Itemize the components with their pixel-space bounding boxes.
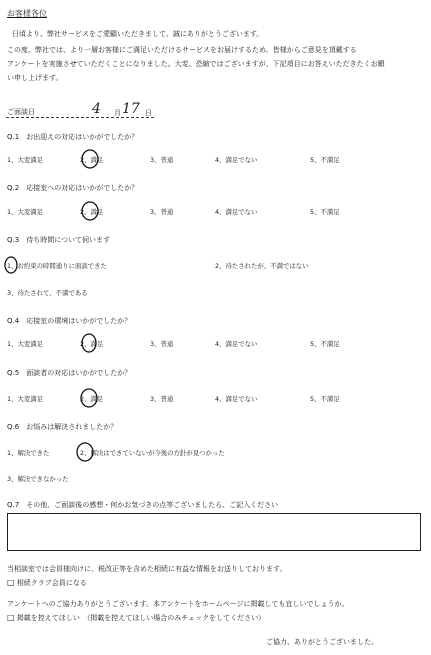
question-3-title: Q.3 待ち時間について伺います bbox=[7, 236, 111, 244]
consult-month-handwritten: 4 bbox=[92, 101, 101, 117]
q2-option-2[interactable]: 2、満足 bbox=[80, 208, 104, 216]
question-2-title: Q.2 応接室への対応はいかがでしたか？ bbox=[7, 184, 139, 192]
consult-day-handwritten: 17 bbox=[122, 101, 140, 117]
publish-checkbox-label: 掲載を控えてほしい （掲載を控えてほしい場合のみチェックをしてください） bbox=[16, 614, 266, 622]
q1-option-3[interactable]: 3、普通 bbox=[150, 156, 174, 164]
q4-option-2[interactable]: 2、満足 bbox=[80, 340, 104, 348]
q3-option-2[interactable]: 2、待たされたが、不満ではない bbox=[215, 262, 309, 270]
thanks-text: ご協力、ありがとうございました。 bbox=[266, 638, 378, 646]
q4-option-1[interactable]: 1、大変満足 bbox=[7, 340, 44, 348]
q5-selection-circle bbox=[81, 389, 97, 407]
q1-option-5[interactable]: 5、不満足 bbox=[310, 156, 340, 164]
question-7-title: Q.7 その他、ご面談後の感想・何かお気づきの点等ございましたら、ご記入ください bbox=[7, 501, 279, 509]
q1-selection-circle bbox=[82, 150, 98, 168]
q6-option-1[interactable]: 1、解決できた bbox=[7, 449, 50, 457]
q1-option-4[interactable]: 4、満足でない bbox=[215, 156, 258, 164]
q4-selection-circle bbox=[82, 334, 96, 352]
q4-option-4[interactable]: 4、満足でない bbox=[215, 340, 258, 348]
recipient: お客様各位 bbox=[7, 9, 47, 18]
q3-option-1[interactable]: 1、お約束の時間通りに面談できた bbox=[7, 262, 107, 270]
intro-line-1: 日頃より、弊社サービスをご愛顧いただきまして、誠にありがとうございます。 bbox=[12, 30, 264, 38]
q4-option-5[interactable]: 5、不満足 bbox=[310, 340, 340, 348]
q6-option-3[interactable]: 3、解決できなかった bbox=[7, 475, 69, 483]
intro-line-3: アンケートを実施させていただくことになりました。大変、恐縮ではございますが、下記項目にお答えいただきたくお願 bbox=[7, 60, 385, 68]
q6-selection-circle bbox=[77, 443, 93, 461]
q1-option-1[interactable]: 1、大変満足 bbox=[7, 156, 44, 164]
q2-selection-circle bbox=[82, 202, 98, 220]
question-4-title: Q.4 応接室の環境はいかがでしたか？ bbox=[7, 317, 132, 325]
question-1-title: Q.1 お出迎えの対応はいかがでしたか？ bbox=[7, 133, 139, 141]
intro-line-2: この度、弊社では、より一層お客様にご満足いただけるサービスをお届けするため、皆様からご意見を頂戴する bbox=[7, 46, 357, 54]
q2-option-5[interactable]: 5、不満足 bbox=[310, 208, 340, 216]
q5-option-4[interactable]: 4、満足でない bbox=[215, 395, 258, 403]
newsletter-text: 当相談室では会員様向けに、税改正等を含めた相続に有益な情報をお送りしております。 bbox=[7, 565, 287, 573]
q5-option-2[interactable]: 2、満足 bbox=[80, 395, 104, 403]
q5-option-3[interactable]: 3、普通 bbox=[150, 395, 174, 403]
question-5-title: Q.5 面談者の対応はいかがでしたか？ bbox=[7, 369, 132, 377]
newsletter-checkbox-label: 相続クラブ会員になる bbox=[16, 579, 87, 587]
q2-option-3[interactable]: 3、普通 bbox=[150, 208, 174, 216]
consult-date-label: ご面談日 bbox=[7, 108, 35, 116]
q2-option-4[interactable]: 4、満足でない bbox=[215, 208, 258, 216]
q5-option-5[interactable]: 5、不満足 bbox=[310, 395, 340, 403]
q3-option-3[interactable]: 3、待たされて、不満である bbox=[7, 289, 88, 297]
q5-option-1[interactable]: 1、大変満足 bbox=[7, 395, 44, 403]
publish-checkbox-icon[interactable]: □ bbox=[7, 613, 15, 622]
consult-month-unit: 月 bbox=[114, 109, 121, 117]
q1-option-2[interactable]: 2、満足 bbox=[80, 156, 104, 164]
intro-line-4: い申し上げます。 bbox=[7, 74, 63, 82]
q2-option-1[interactable]: 1、大変満足 bbox=[7, 208, 44, 216]
q6-option-2[interactable]: 2、解決はできていないが今後の方針が見つかった bbox=[80, 449, 225, 457]
q4-option-3[interactable]: 3、普通 bbox=[150, 340, 174, 348]
consult-day-unit: 日 bbox=[145, 109, 152, 117]
question-6-title: Q.6 お悩みは解決されましたか？ bbox=[7, 423, 118, 431]
q3-selection-circle bbox=[5, 257, 17, 273]
publish-text: アンケートへのご協力ありがとうございます。本アンケートをホームページに掲載しても宜しいでしょうか。 bbox=[7, 600, 349, 608]
newsletter-checkbox-icon[interactable]: □ bbox=[7, 578, 15, 587]
